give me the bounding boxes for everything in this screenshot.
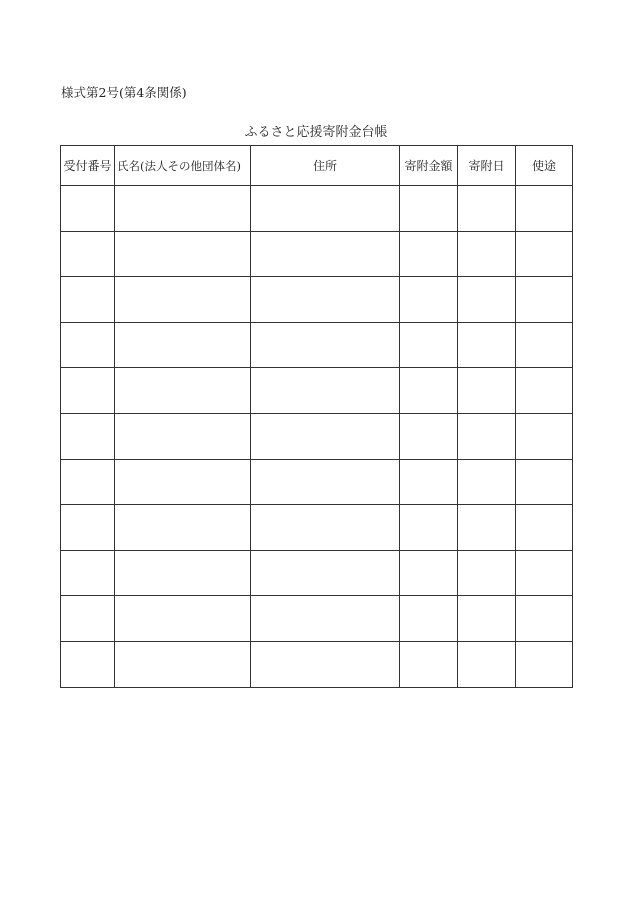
name-cell [115, 186, 251, 232]
address-cell [251, 550, 400, 596]
table-row [61, 231, 573, 277]
table-row [61, 277, 573, 323]
address-cell [251, 231, 400, 277]
header-donation-amount: 寄附金額 [400, 146, 458, 186]
table-row [61, 322, 573, 368]
purpose-cell [516, 322, 573, 368]
address-cell [251, 368, 400, 414]
donation-ledger-table [60, 145, 573, 688]
name-cell [115, 505, 251, 551]
address-cell [251, 505, 400, 551]
address-cell [251, 413, 400, 459]
table-row [61, 459, 573, 505]
header-receipt-number: 受付番号 [61, 146, 115, 186]
receipt-number-cell [61, 459, 115, 505]
amount-cell [400, 231, 458, 277]
amount-cell [400, 368, 458, 414]
name-cell [115, 231, 251, 277]
receipt-number-cell [61, 413, 115, 459]
table-row [61, 368, 573, 414]
receipt-number-cell [61, 505, 115, 551]
purpose-cell [516, 550, 573, 596]
receipt-number-cell [61, 596, 115, 642]
address-cell [251, 277, 400, 323]
purpose-cell [516, 413, 573, 459]
date-cell [458, 322, 516, 368]
purpose-cell [516, 459, 573, 505]
table-row [61, 550, 573, 596]
receipt-number-cell [61, 231, 115, 277]
table-row [61, 413, 573, 459]
date-cell [458, 641, 516, 687]
amount-cell [400, 413, 458, 459]
date-cell [458, 459, 516, 505]
document-title: ふるさと応援寄附金台帳 [244, 125, 388, 140]
table-header-row [61, 146, 573, 186]
name-cell [115, 596, 251, 642]
address-cell [251, 459, 400, 505]
purpose-cell [516, 277, 573, 323]
address-cell [251, 596, 400, 642]
receipt-number-cell [61, 277, 115, 323]
receipt-number-cell [61, 550, 115, 596]
header-donation-date: 寄附日 [458, 146, 516, 186]
receipt-number-cell [61, 186, 115, 232]
form-reference: 様式第2号(第4条関係) [61, 85, 187, 100]
receipt-number-cell [61, 322, 115, 368]
amount-cell [400, 277, 458, 323]
amount-cell [400, 596, 458, 642]
name-cell [115, 459, 251, 505]
amount-cell [400, 459, 458, 505]
table-row [61, 596, 573, 642]
date-cell [458, 186, 516, 232]
purpose-cell [516, 231, 573, 277]
header-purpose: 使途 [516, 146, 573, 186]
table-row [61, 186, 573, 232]
name-cell [115, 277, 251, 323]
amount-cell [400, 641, 458, 687]
date-cell [458, 368, 516, 414]
date-cell [458, 505, 516, 551]
address-cell [251, 641, 400, 687]
name-cell [115, 322, 251, 368]
name-cell [115, 550, 251, 596]
table-row [61, 641, 573, 687]
receipt-number-cell [61, 368, 115, 414]
amount-cell [400, 550, 458, 596]
date-cell [458, 277, 516, 323]
purpose-cell [516, 505, 573, 551]
amount-cell [400, 322, 458, 368]
purpose-cell [516, 368, 573, 414]
address-cell [251, 322, 400, 368]
purpose-cell [516, 186, 573, 232]
amount-cell [400, 505, 458, 551]
address-cell [251, 186, 400, 232]
name-cell [115, 413, 251, 459]
purpose-cell [516, 641, 573, 687]
date-cell [458, 231, 516, 277]
date-cell [458, 413, 516, 459]
amount-cell [400, 186, 458, 232]
date-cell [458, 596, 516, 642]
name-cell [115, 368, 251, 414]
header-name: 氏名(法人その他団体名) [115, 146, 251, 186]
receipt-number-cell [61, 641, 115, 687]
header-address: 住所 [251, 146, 400, 186]
table-body [61, 186, 573, 688]
table-row [61, 505, 573, 551]
date-cell [458, 550, 516, 596]
name-cell [115, 641, 251, 687]
purpose-cell [516, 596, 573, 642]
